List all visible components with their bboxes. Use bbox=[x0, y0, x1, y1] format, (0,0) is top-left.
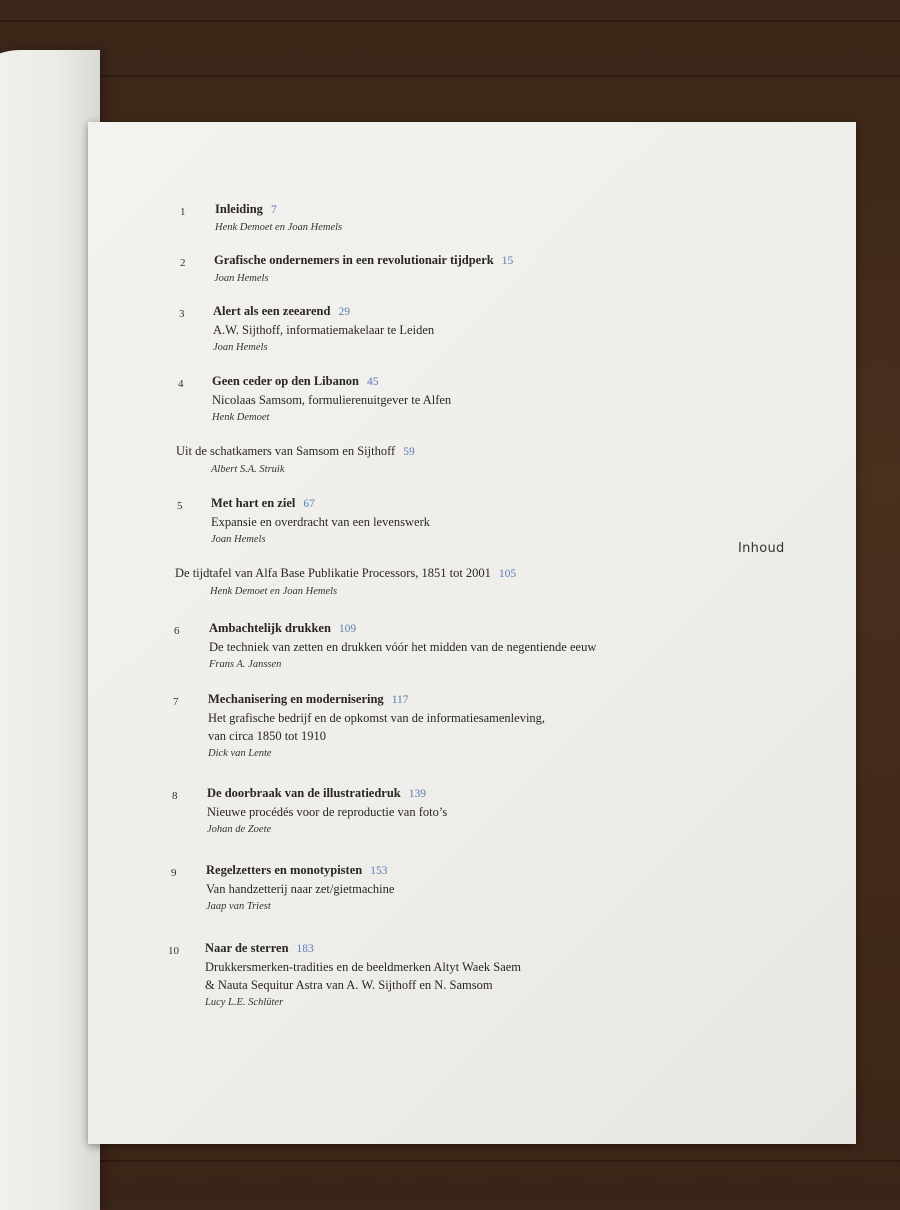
entry-author: Frans A. Janssen bbox=[209, 659, 282, 670]
entry-number: 10 bbox=[168, 945, 179, 957]
entry-page: 29 bbox=[338, 306, 350, 318]
entry-author: Henk Demoet en Joan Hemels bbox=[210, 586, 338, 597]
entry-subtitle: Nicolaas Samsom, formulierenuitgever te Alfen bbox=[212, 393, 452, 407]
toc-entry bbox=[212, 372, 451, 427]
entry-number: 8 bbox=[172, 790, 178, 802]
toc-entry bbox=[213, 302, 434, 357]
entry-page: 153 bbox=[370, 865, 388, 877]
entry-number: 5 bbox=[177, 500, 183, 512]
entry-number: 6 bbox=[174, 625, 180, 637]
entry-page: 105 bbox=[498, 568, 517, 580]
entry-page: 15 bbox=[501, 255, 514, 267]
entry-subtitle-continued: van circa 1850 tot 1910 bbox=[208, 729, 327, 743]
entry-page: 59 bbox=[403, 446, 415, 458]
entry-title: De tijdtafel van Alfa Base Publikatie Processors, 1851 tot 2001 bbox=[175, 566, 491, 580]
entry-number: 1 bbox=[180, 206, 186, 218]
entry-title: Alert als een zeearend bbox=[213, 304, 331, 318]
entry-title: De doorbraak van de illustratiedruk bbox=[207, 786, 401, 800]
toc-entry bbox=[214, 251, 513, 288]
toc-entry bbox=[215, 200, 342, 237]
page-title: Inhoud bbox=[738, 541, 785, 556]
entry-author: Albert S.A. Struik bbox=[211, 464, 285, 475]
entry-title: Uit de schatkamers van Samsom en Sijthoff bbox=[176, 444, 396, 458]
entry-page: 139 bbox=[408, 788, 427, 800]
entry-page: 67 bbox=[303, 498, 315, 510]
entry-title: Met hart en ziel bbox=[211, 496, 296, 510]
toc-entry-interlude bbox=[176, 442, 415, 479]
entry-title: Naar de sterren bbox=[205, 941, 289, 955]
entry-subtitle: Het grafische bedrijf en de opkomst van de informatiesamenleving, bbox=[208, 711, 546, 725]
toc-entry bbox=[209, 619, 596, 674]
entry-number: 4 bbox=[178, 378, 184, 390]
entry-author: Dick van Lente bbox=[208, 748, 272, 759]
entry-author: Joan Hemels bbox=[211, 534, 266, 545]
left-page-edge bbox=[0, 50, 100, 1210]
entry-page: 7 bbox=[270, 204, 277, 216]
entry-author: Lucy L.E. Schlüter bbox=[205, 997, 284, 1008]
entry-number: 7 bbox=[173, 696, 179, 708]
entry-title: Inleiding bbox=[215, 202, 263, 216]
entry-title: Grafische ondernemers in een revolutionair tijdperk bbox=[214, 253, 494, 267]
entry-number: 3 bbox=[179, 308, 185, 320]
entry-number: 2 bbox=[180, 257, 186, 269]
entry-title: Ambachtelijk drukken bbox=[209, 621, 331, 635]
toc-entry bbox=[207, 784, 447, 839]
entry-author: Henk Demoet en Joan Hemels bbox=[215, 222, 343, 233]
entry-subtitle-continued: & Nauta Sequitur Astra van A. W. Sijthoff en N. Samsom bbox=[205, 978, 493, 992]
entry-page: 109 bbox=[338, 623, 357, 635]
toc-entry-interlude bbox=[175, 564, 516, 601]
entry-title: Geen ceder op den Libanon bbox=[212, 374, 360, 388]
entry-author: Joan Hemels bbox=[214, 273, 269, 284]
entry-subtitle: Expansie en overdracht van een levenswerk bbox=[211, 515, 431, 529]
entry-number: 9 bbox=[171, 867, 177, 879]
entry-subtitle: Drukkersmerken-tradities en de beeldmerken Altyt Waek Saem bbox=[205, 960, 522, 974]
entry-author: Joan Hemels bbox=[213, 342, 268, 353]
entry-page: 183 bbox=[296, 943, 314, 955]
entry-title: Mechanisering en modernisering bbox=[208, 692, 384, 706]
entry-subtitle: De techniek van zetten en drukken vóór het midden van de negentiende eeuw bbox=[209, 640, 597, 654]
toc-page bbox=[88, 122, 856, 1144]
entry-author: Henk Demoet bbox=[212, 412, 270, 423]
toc-entry bbox=[211, 494, 430, 549]
entry-page: 45 bbox=[367, 376, 379, 388]
toc-entry bbox=[208, 690, 545, 763]
entry-subtitle: Nieuwe procédés voor de reproductie van foto’s bbox=[207, 805, 448, 819]
entry-page: 117 bbox=[391, 694, 409, 706]
entry-subtitle: Van handzetterij naar zet/gietmachine bbox=[206, 882, 395, 896]
toc-entry bbox=[205, 939, 521, 1012]
entry-subtitle: A.W. Sijthoff, informatiemakelaar te Leiden bbox=[213, 323, 435, 337]
entry-author: Jaap van Triest bbox=[206, 901, 271, 912]
entry-title: Regelzetters en monotypisten bbox=[206, 863, 363, 877]
toc-entry bbox=[206, 861, 394, 916]
entry-author: Johan de Zoete bbox=[207, 824, 272, 835]
